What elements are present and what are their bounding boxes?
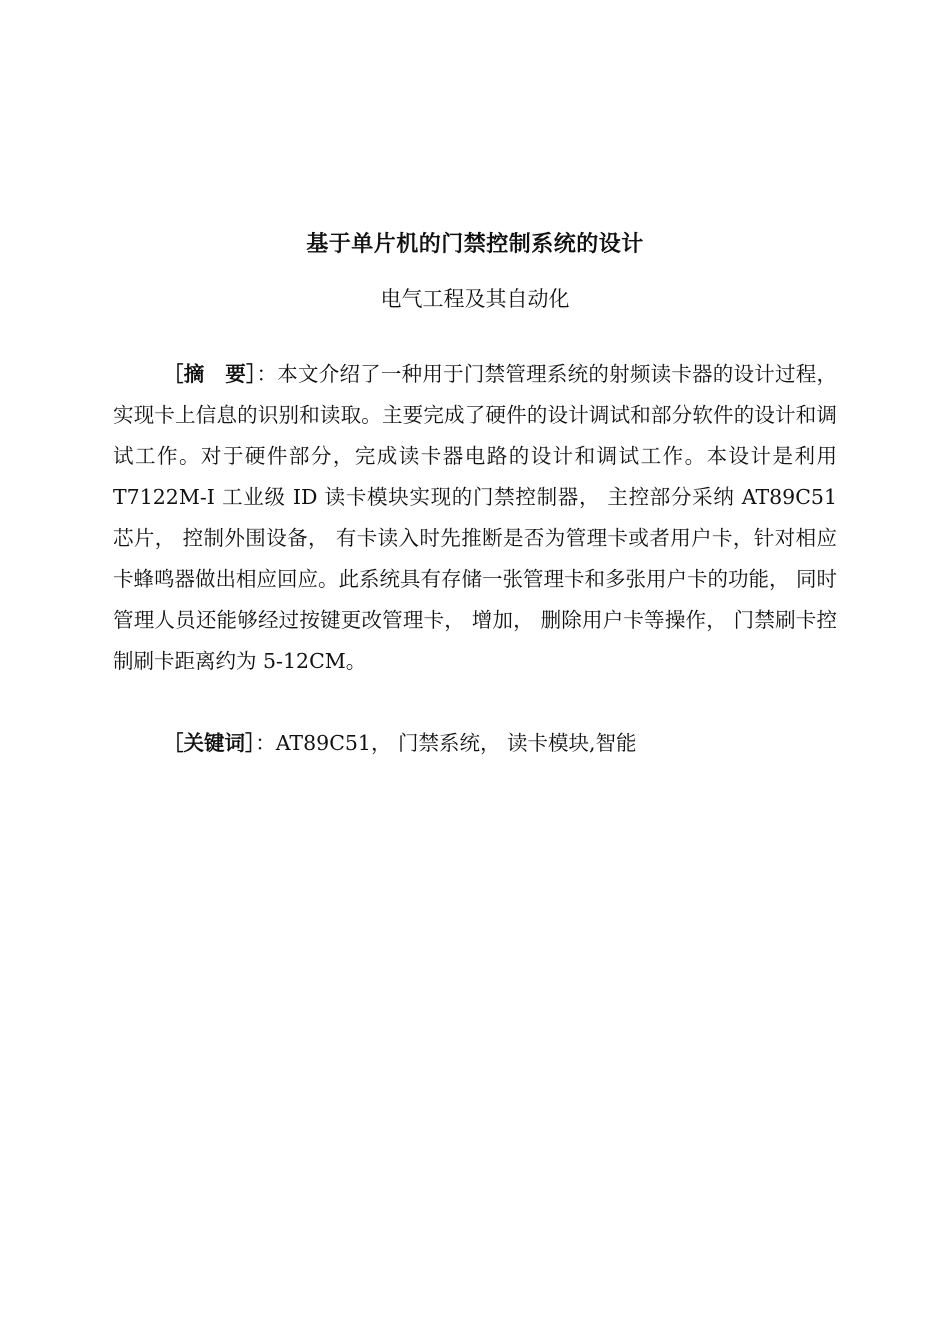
abstract-text: 本文介绍了一种用于门禁管理系统的射频读卡器的设计过程，实现卡上信息的识别和读取。主要完成了硬件的设计调试和部分软件的设计和调试工作。对于硬件部分，完成读卡器电路的设计和调试工作。本设计是利用 T7122M-I 工业级 ID 读卡模块实现的门禁控制器， 主控部分采纳 AT89C51 芯片， 控制外围设备， 有卡读入时先推断是否为管理卡或者用户卡，针对相应卡蜂鸣器做出相应回应。此系统具有存储一张管理卡和多张用户卡的功能， 同时管理人员还能够经过按键更改管理卡， 增加， 删除用户卡等操作， 门禁刷卡控制刷卡距离约为 5-12CM。 [113,362,838,673]
keywords-label: ［关键词］ [163,731,256,755]
document-title: 基于单片机的门禁控制系统的设计 [306,232,644,257]
abstract-paragraph [113,354,837,682]
keywords-line [163,723,837,764]
abstract-separator: ： [256,362,278,386]
keywords-separator: ： [255,731,276,755]
abstract-label: ［摘 要］ [163,362,257,386]
keywords-text: AT89C51， 门禁系统， 读卡模块,智能 [275,731,637,755]
major-subtitle: 电气工程及其自动化 [380,287,570,311]
